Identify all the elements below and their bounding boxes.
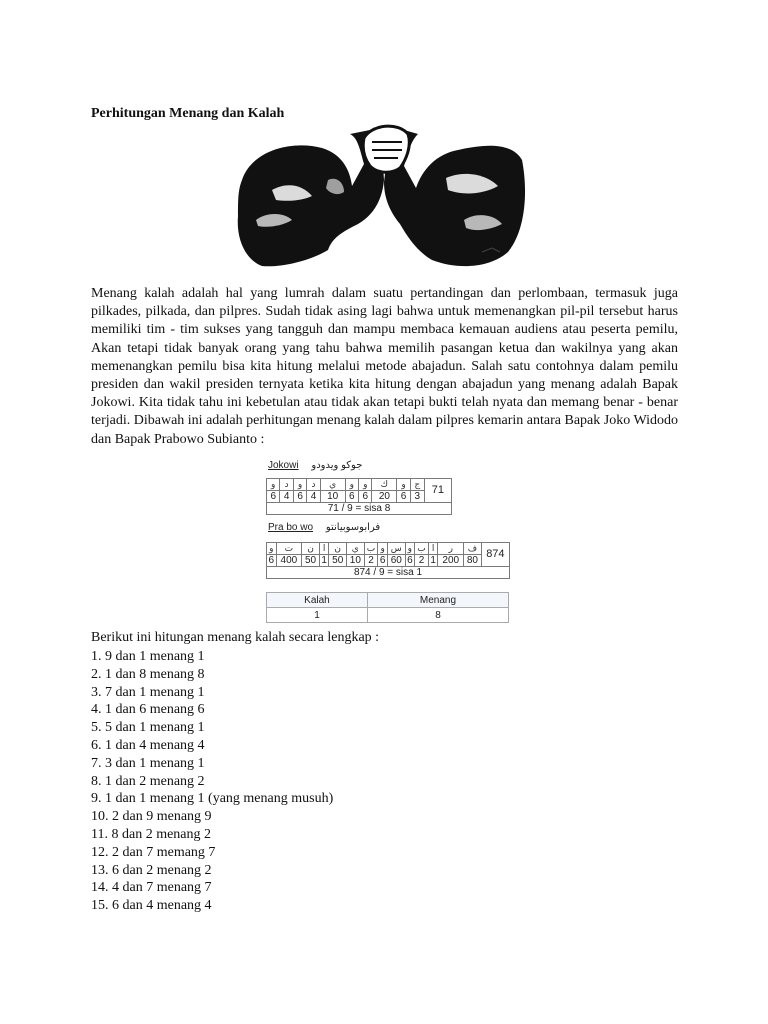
arm-wrestling-icon bbox=[232, 120, 532, 272]
list-item: 12. 2 dan 7 memang 7 bbox=[91, 844, 216, 860]
jokowi-values-row: 6 4 6 4 10 6 6 20 6 3 bbox=[267, 491, 452, 503]
result-value-menang: 8 bbox=[367, 608, 508, 623]
prabowo-formula: 874 / 9 = sisa 1 bbox=[267, 567, 510, 579]
jokowi-arabic: جوكو ويدودو bbox=[311, 460, 363, 471]
page-title: Perhitungan Menang dan Kalah bbox=[91, 106, 285, 121]
list-item: 2. 1 dan 8 menang 8 bbox=[91, 666, 205, 682]
result-header-menang: Menang bbox=[367, 593, 508, 608]
prabowo-label: Pra bo wo فرابوسوبيانتو bbox=[268, 522, 381, 533]
prabowo-table bbox=[266, 542, 510, 579]
jokowi-table bbox=[266, 478, 452, 515]
list-item: 5. 5 dan 1 menang 1 bbox=[91, 720, 205, 736]
result-value-kalah: 1 bbox=[267, 608, 368, 623]
list-item: 14. 4 dan 7 menang 7 bbox=[91, 880, 212, 896]
list-item: 15. 6 dan 4 menang 4 bbox=[91, 898, 212, 914]
jokowi-total: 71 bbox=[424, 479, 451, 503]
list-item: 10. 2 dan 9 menang 9 bbox=[91, 809, 212, 825]
list-item: 13. 6 dan 2 menang 2 bbox=[91, 862, 212, 878]
jokowi-label: Jokowi جوكو ويدودو bbox=[268, 460, 363, 471]
list-item: 3. 7 dan 1 menang 1 bbox=[91, 684, 205, 700]
list-item: 4. 1 dan 6 menang 6 bbox=[91, 702, 205, 718]
prabowo-arabic: فرابوسوبيانتو bbox=[325, 522, 381, 533]
prabowo-total: 874 bbox=[481, 543, 509, 567]
list-item: 9. 1 dan 1 menang 1 (yang menang musuh) bbox=[91, 791, 334, 807]
result-header-kalah: Kalah bbox=[267, 593, 368, 608]
result-table bbox=[266, 592, 509, 623]
list-item: 11. 8 dan 2 menang 2 bbox=[91, 826, 212, 842]
prabowo-letters-row: و ت ن ا ن ي ب و س و ب ا ر ف 874 bbox=[267, 543, 510, 555]
results-list bbox=[91, 648, 333, 915]
jokowi-letters-row: و د و د ي و و ك و ج 71 bbox=[267, 479, 452, 491]
prabowo-values-row: 6 400 50 1 50 10 2 6 60 6 2 1 200 80 bbox=[267, 555, 510, 567]
list-intro: Berikut ini hitungan menang kalah secara lengkap : bbox=[91, 630, 380, 645]
jokowi-formula: 71 / 9 = sisa 8 bbox=[267, 503, 452, 515]
list-item: 6. 1 dan 4 menang 4 bbox=[91, 737, 205, 753]
list-item: 1. 9 dan 1 menang 1 bbox=[91, 649, 205, 664]
list-item: 7. 3 dan 1 menang 1 bbox=[91, 755, 205, 771]
list-item: 8. 1 dan 2 menang 2 bbox=[91, 773, 205, 789]
intro-paragraph: Menang kalah adalah hal yang lumrah dalam suatu pertandingan dan perlombaan, termasuk juga pilkades, pilkada, dan pilpres. Sudah tidak asing lagi bahwa untuk memenangkan pil-pil tersebut harus memiliki tim - tim sukses yang tangguh dan mampu membaca kemauan audiens atau peserta pemilu, Akan tetapi tidak banyak orang yang tahu bahwa memilih pasangan ketua dan wakilnya yang akan memenangkan pemilu bisa kita hitung melalui metode abajadun. Salah satu contohnya dalam pemilu presiden dan wakil presiden ternyata ketika kita hitung dengan abajadun yang menang adalah Bapak Jokowi. Kita tidak tahu ini kebetulan atau tidak akan tetapi bukti telah nyata dan memang benar - benar terjadi. Dibawah ini adalah perhitungan menang kalah dalam pilpres kemarin antara Bapak Joko Widodo dan Bapak Prabowo Subianto : bbox=[91, 286, 678, 447]
